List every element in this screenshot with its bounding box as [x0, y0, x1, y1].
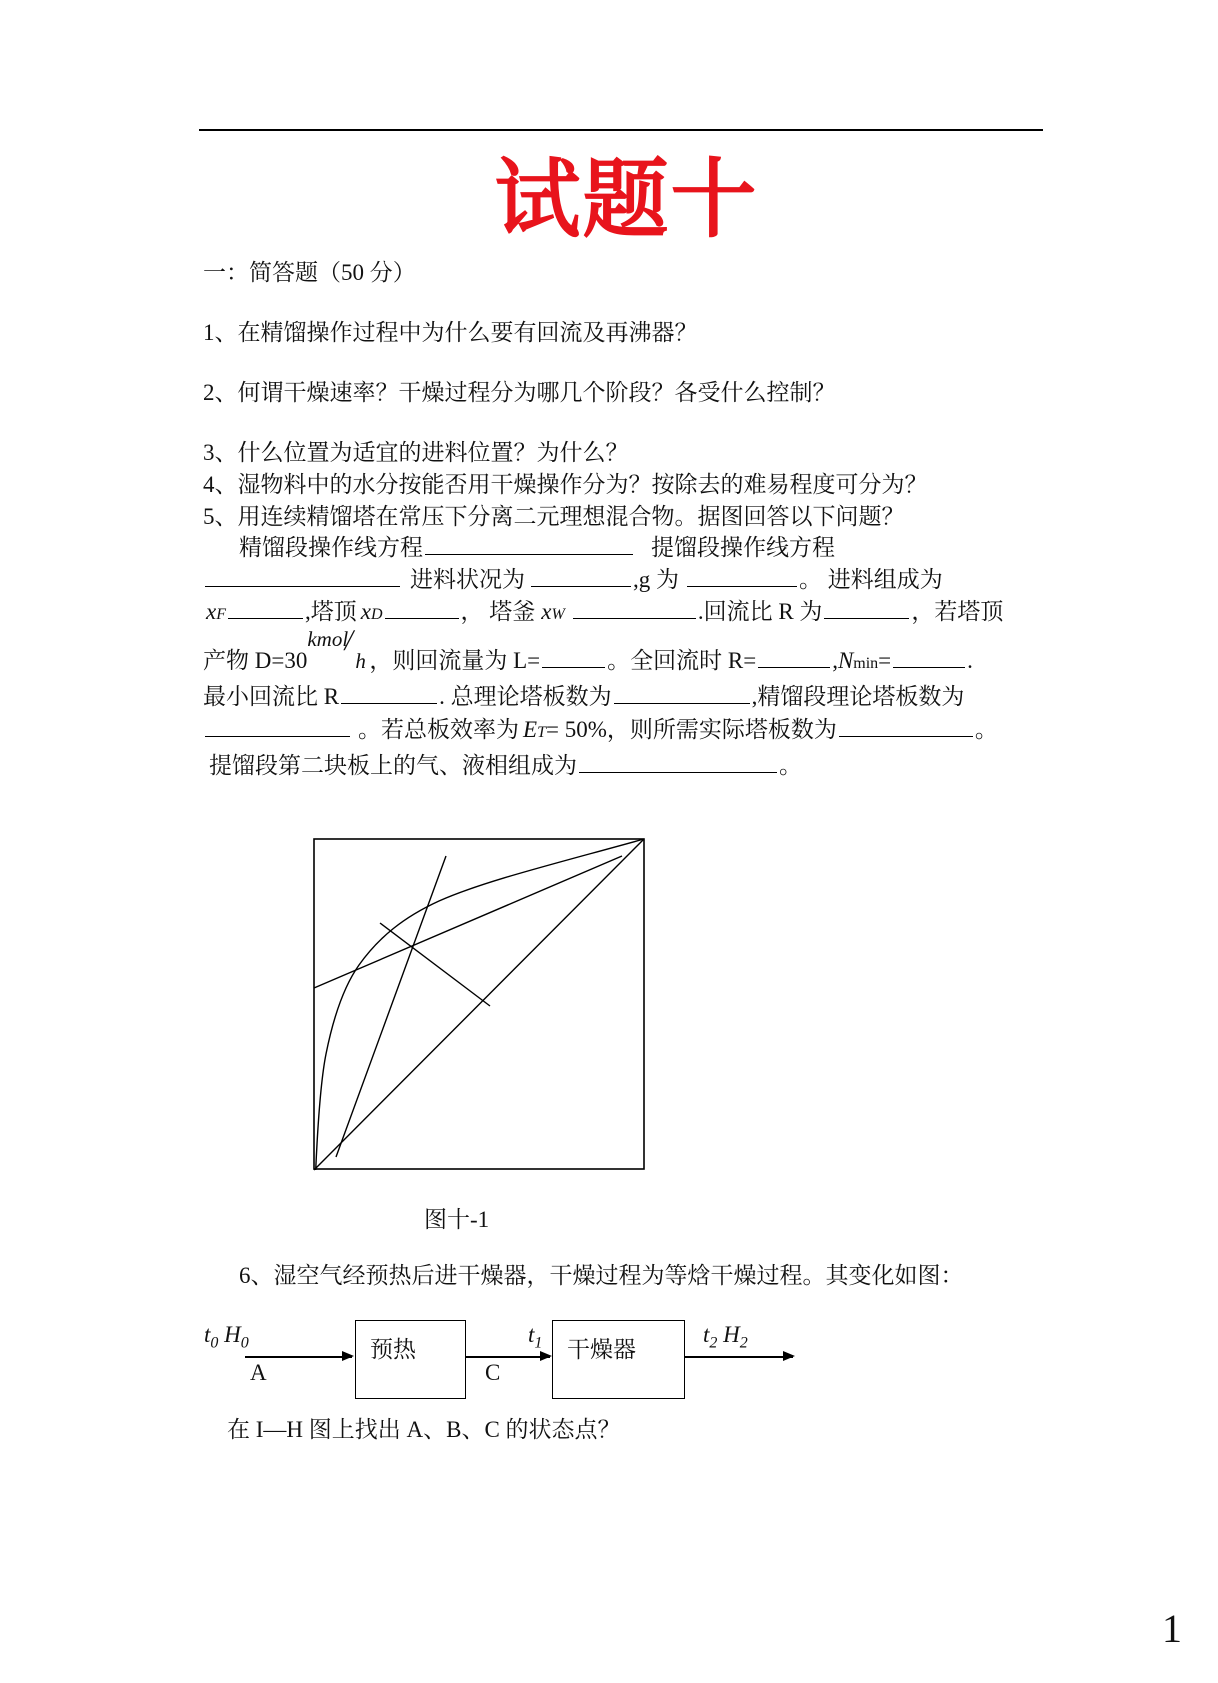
var-x: x [360, 599, 371, 624]
mccabe-thiele-diagram [312, 837, 646, 1171]
question-6-prompt: 在 I—H 图上找出 A、B、C 的状态点？ [227, 1417, 621, 1442]
label-c: C [485, 1360, 501, 1385]
text: 。 进料组成为 [799, 567, 943, 592]
text: ,精馏段理论塔板数为 [751, 684, 965, 709]
sub: T [537, 724, 546, 741]
text: 最小回流比 R [203, 684, 340, 709]
arrow-inlet [245, 1356, 352, 1358]
figure-caption: 图十-1 [424, 1207, 490, 1232]
diagonal-line [314, 839, 644, 1170]
text: 。全回流时 R= [607, 648, 757, 673]
answer-blank[interactable] [824, 598, 909, 619]
page-number: 1 [1162, 1606, 1182, 1651]
outlet-state-label [703, 1322, 748, 1353]
q5-line-e [203, 682, 964, 712]
answer-blank[interactable] [228, 598, 303, 619]
question-6: 6、湿空气经预热后进干燥器，干燥过程为等焓干燥过程。其变化如图： [239, 1263, 964, 1288]
dryer-label: 干燥器 [567, 1337, 636, 1362]
text: 进料状况为 [410, 567, 525, 592]
text: 。 [779, 753, 802, 778]
sub: D [370, 606, 383, 623]
mid-state-label [528, 1322, 542, 1353]
var-t: t [204, 1322, 211, 1347]
answer-blank[interactable] [579, 752, 777, 773]
arrow-outlet [685, 1356, 793, 1358]
sub: W [551, 606, 565, 623]
answer-blank[interactable] [614, 683, 750, 704]
sub: 2 [739, 1334, 748, 1352]
answer-blank[interactable] [687, 566, 797, 587]
stripping-operating-line [336, 856, 446, 1157]
unit-num: kmol [307, 627, 349, 651]
text: ，若塔顶 [911, 599, 1004, 624]
fraction-slash: / [342, 624, 357, 657]
var-h: H [224, 1322, 241, 1347]
answer-blank[interactable] [385, 598, 459, 619]
unit-fraction [307, 624, 369, 673]
text: 。若总板效率为 [358, 717, 519, 742]
answer-blank[interactable] [542, 647, 605, 668]
text: , [832, 648, 838, 673]
answer-blank[interactable] [531, 566, 631, 587]
q5-line-b [203, 565, 943, 595]
answer-blank[interactable] [893, 647, 965, 668]
preheater-box [355, 1320, 466, 1399]
text: ， 塔釜 [460, 599, 536, 624]
sub: 0 [240, 1334, 249, 1352]
var-n: N [837, 648, 854, 673]
answer-blank[interactable] [341, 683, 437, 704]
question-2: 2、何谓干燥速率？干燥过程分为哪几个阶段？各受什么控制？ [203, 380, 836, 405]
question-4: 4、湿物料中的水分按能否用干燥操作分为？按除去的难易程度可分为？ [203, 472, 928, 497]
question-3: 3、什么位置为适宜的进料位置？为什么？ [203, 440, 629, 465]
text: ,塔顶 [305, 599, 357, 624]
text: = [878, 648, 892, 673]
sub: 2 [709, 1334, 718, 1352]
q5-line-g [209, 751, 802, 781]
text: = 50%，则所需实际塔板数为 [545, 717, 837, 742]
text: 。 [974, 717, 998, 742]
text: ，则回流量为 L= [369, 648, 541, 673]
page-title: 试题十 [494, 152, 759, 248]
answer-blank[interactable] [573, 598, 696, 619]
rectifying-operating-line [314, 856, 622, 988]
arrow-mid [466, 1356, 550, 1358]
sub: min [853, 655, 879, 672]
sub: 0 [210, 1334, 219, 1352]
section-heading: 一：简答题（50 分） [203, 260, 416, 285]
question-1: 1、在精馏操作过程中为什么要有回流及再沸器？ [203, 320, 698, 345]
text: 提馏段操作线方程 [651, 535, 835, 560]
answer-blank[interactable] [839, 716, 973, 737]
q5-line-d [203, 624, 973, 679]
text: .回流比 R 为 [697, 599, 823, 624]
q5-line-a [239, 533, 835, 563]
unit-den: h [355, 649, 366, 673]
q5-line-f [203, 715, 998, 748]
var-x: x [206, 599, 217, 624]
var-e: E [523, 717, 538, 742]
preheater-label: 预热 [370, 1337, 416, 1362]
var-t: t [528, 1322, 535, 1347]
header-rule [199, 129, 1043, 131]
dryer-box [552, 1320, 685, 1399]
sub: 1 [534, 1334, 543, 1352]
var-h: H [723, 1322, 740, 1347]
answer-blank[interactable] [205, 566, 400, 587]
answer-blank[interactable] [205, 716, 350, 737]
answer-blank[interactable] [758, 647, 830, 668]
text: 产物 D=30 [203, 648, 308, 673]
var-t: t [703, 1322, 710, 1347]
sub: F [216, 606, 226, 623]
text: 精馏段操作线方程 [239, 535, 423, 560]
question-5: 5、用连续精馏塔在常压下分离二元理想混合物。据图回答以下问题？ [203, 504, 905, 529]
text: . [967, 648, 973, 673]
text: . 总理论塔板数为 [439, 684, 612, 709]
answer-blank[interactable] [425, 534, 633, 555]
label-a: A [250, 1360, 267, 1385]
text: 提馏段第二块板上的气、液相组成为 [209, 753, 577, 778]
var-x: x [541, 599, 552, 624]
text: ,g 为 [633, 567, 679, 592]
inlet-state-label [204, 1322, 249, 1353]
